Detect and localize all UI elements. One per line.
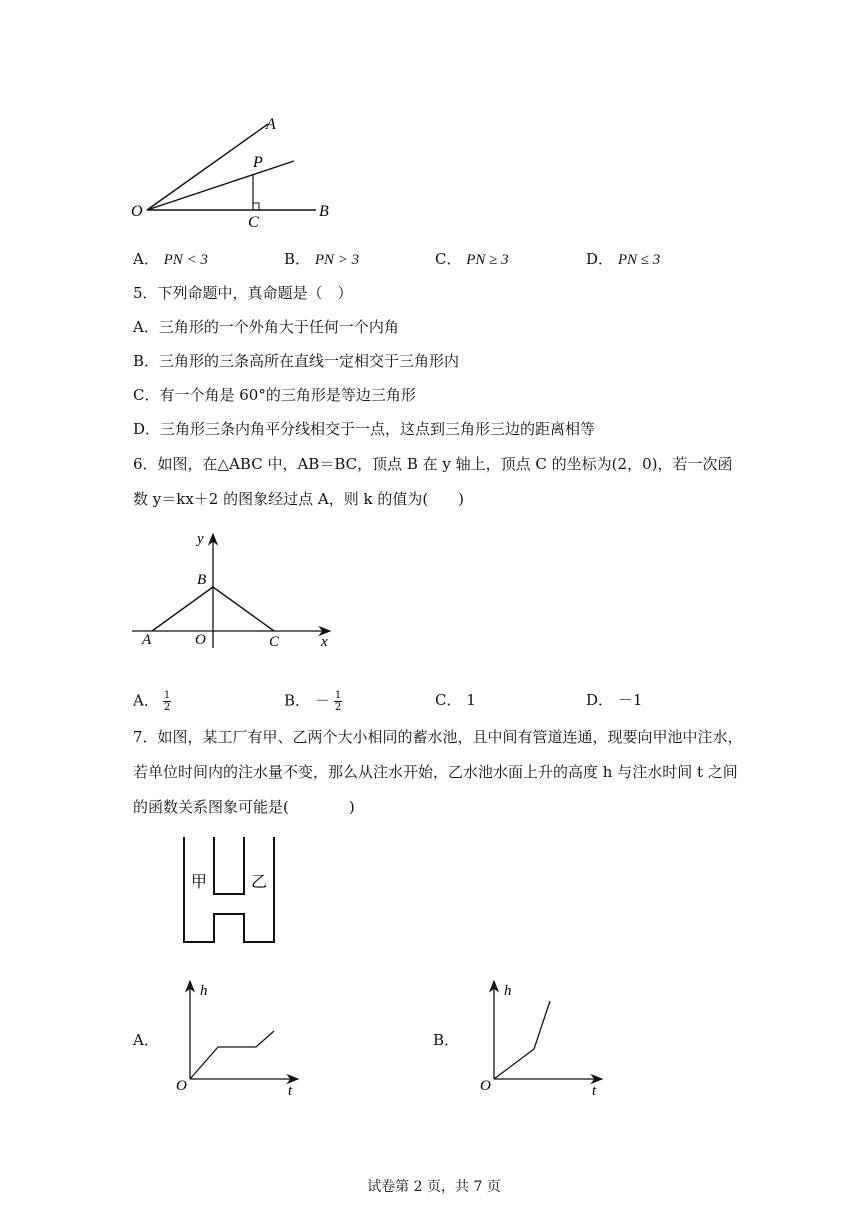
label-o: O bbox=[176, 1078, 187, 1094]
label-y: y bbox=[197, 531, 204, 547]
q7-stem-line3: 的函数关系图象可能是( ) bbox=[133, 798, 355, 816]
q7-graph-a[interactable] bbox=[168, 975, 308, 1100]
q6-option-c[interactable]: C． 1 bbox=[435, 691, 476, 709]
q7-graph-b[interactable] bbox=[472, 975, 612, 1100]
q7-option-b-label[interactable]: B． bbox=[433, 1031, 460, 1049]
label-a: A bbox=[142, 632, 152, 648]
right-angle-mark bbox=[253, 203, 259, 210]
q6-option-b[interactable]: B． － $\frac{1}{2}$ bbox=[284, 690, 342, 713]
q6-stem-line2: 数 y＝kx＋2 的图象经过点 A，则 k 的值为( ) bbox=[133, 490, 465, 508]
q4-option-d[interactable]: D． PN ≤ 3 bbox=[586, 250, 661, 268]
q4-option-c[interactable]: C． PN ≥ 3 bbox=[435, 250, 509, 268]
tank-label-yi: 乙 bbox=[251, 874, 268, 891]
tank-label-jia: 甲 bbox=[191, 874, 208, 891]
page-footer: 试卷第 2 页，共 7 页 bbox=[367, 1179, 501, 1195]
angle-figure bbox=[120, 110, 350, 235]
label-b: B bbox=[197, 572, 207, 588]
ray-op bbox=[147, 161, 294, 210]
label-t: t bbox=[592, 1083, 597, 1099]
q5-stem: 5．下列命题中，真命题是（ ） bbox=[133, 284, 353, 302]
label-c: C bbox=[248, 214, 259, 231]
label-c: C bbox=[269, 634, 280, 650]
q7-stem-line1: 7．如图，某工厂有甲、乙两个大小相同的蓄水池，且中间有管道连通，现要向甲池中注水， bbox=[133, 728, 743, 746]
label-h: h bbox=[504, 983, 512, 999]
q5-option-b[interactable]: B．三角形的三条高所在直线一定相交于三角形内 bbox=[133, 352, 460, 370]
label-b: B bbox=[319, 203, 329, 220]
ray-oa bbox=[147, 124, 268, 210]
label-o: O bbox=[131, 203, 143, 220]
fraction-half: $\frac{1}{2}$ bbox=[163, 690, 171, 713]
q5-option-c[interactable]: C．有一个角是 60°的三角形是等边三角形 bbox=[133, 386, 416, 404]
q4-option-b[interactable]: B． PN > 3 bbox=[284, 250, 360, 268]
q6-stem-line1: 6．如图，在△ABC 中，AB＝BC，顶点 B 在 y 轴上，顶点 C 的坐标为(2，0)，若一次函 bbox=[133, 455, 733, 473]
graph-b-line bbox=[494, 1001, 550, 1079]
label-o: O bbox=[195, 632, 206, 648]
label-h: h bbox=[200, 983, 208, 999]
label-a: A bbox=[266, 116, 276, 133]
label-o: O bbox=[480, 1078, 491, 1094]
q6-option-a[interactable]: A． $\frac{1}{2}$ bbox=[133, 690, 171, 713]
q5-option-a[interactable]: A．三角形的一个外角大于任何一个内角 bbox=[133, 318, 399, 336]
q7-option-a-label[interactable]: A． bbox=[133, 1031, 159, 1049]
label-x: x bbox=[321, 634, 328, 650]
q7-stem-line2: 若单位时间内的注水量不变，那么从注水开始，乙水池水面上升的高度 h 与注水时间 t 之间 bbox=[133, 763, 738, 781]
graph-a-line bbox=[190, 1031, 274, 1079]
q4-option-a[interactable]: A． PN < 3 bbox=[133, 250, 208, 268]
connected-tanks-figure bbox=[175, 835, 285, 950]
triangle-axes-figure bbox=[125, 530, 340, 655]
q5-option-d[interactable]: D．三角形三条内角平分线相交于一点，这点到三角形三边的距离相等 bbox=[133, 420, 596, 438]
label-t: t bbox=[288, 1083, 293, 1099]
fraction-half: $\frac{1}{2}$ bbox=[334, 690, 342, 713]
label-p: P bbox=[253, 154, 263, 171]
q6-option-d[interactable]: D． －1 bbox=[586, 691, 643, 709]
